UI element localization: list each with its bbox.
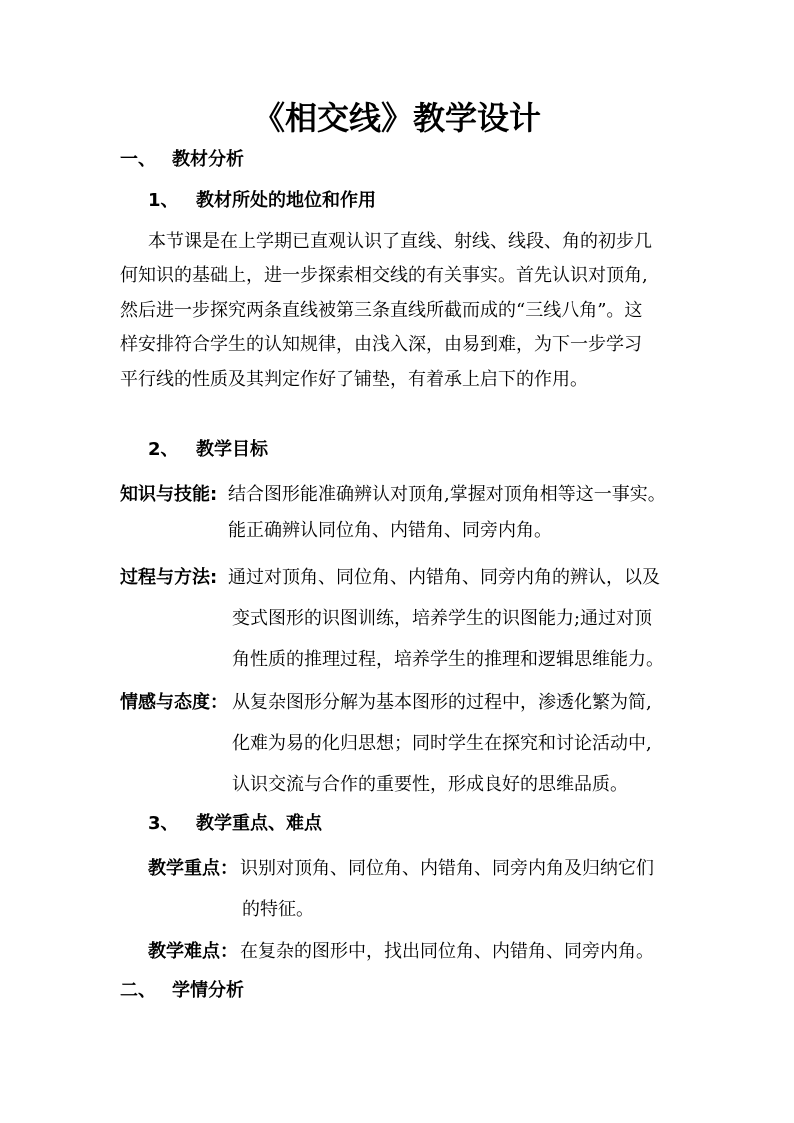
subsection-title: 教学目标	[196, 439, 268, 460]
objective-line: 认识交流与合作的重要性，形成良好的思维品质。	[232, 774, 628, 795]
key-point-line: 在复杂的图形中，找出同位角、内错角、同旁内角。	[240, 941, 654, 962]
objective-line: 变式图形的识图训练，培养学生的识图能力;通过对顶	[232, 608, 653, 629]
subsection-number: 3、	[148, 813, 179, 834]
key-point-line: 的特征。	[242, 899, 314, 920]
objective-line: 角性质的推理过程，培养学生的推理和逻辑思维能力。	[232, 649, 664, 670]
page-title: 《相交线》教学设计	[252, 99, 541, 137]
key-point-label: 教学难点：	[148, 941, 238, 962]
objective-attitude	[120, 686, 680, 796]
paragraph-line: 然后进一步探究两条直线被第三条直线所截而成的“三线八角”。这	[120, 299, 643, 321]
key-point-label: 教学重点：	[148, 858, 238, 879]
key-point-focus	[148, 852, 678, 922]
section-number: 一、	[120, 149, 156, 170]
objective-line: 结合图形能准确辨认对顶角,掌握对顶角相等这一事实。	[228, 484, 666, 505]
section-title: 学情分析	[172, 980, 244, 1001]
subsection-heading-2	[148, 438, 268, 462]
objective-label: 情感与态度：	[120, 692, 228, 713]
section-number: 二、	[120, 980, 156, 1001]
objective-line: 从复杂图形分解为基本图形的过程中，渗透化繁为简,	[232, 692, 652, 713]
objective-line: 通过对顶角、同位角、内错角、同旁内角的辨认，以及	[228, 567, 660, 588]
objective-label: 知识与技能:	[120, 484, 218, 505]
objective-process	[120, 561, 680, 671]
paragraph-line: 何知识的基础上，进一步探索相交线的有关事实。首先认识对顶角,	[120, 265, 648, 287]
objective-knowledge	[120, 478, 680, 548]
subsection-number: 2、	[148, 439, 179, 460]
objective-line: 能正确辨认同位角、内错角、同旁内角。	[228, 520, 552, 541]
subsection-heading-1	[148, 189, 376, 213]
paragraph-line: 平行线的性质及其判定作好了铺垫，有着承上启下的作用。	[120, 368, 588, 390]
subsection-number: 1、	[148, 190, 179, 211]
key-point-line: 识别对顶角、同位角、内错角、同旁内角及归纳它们	[240, 858, 654, 879]
objective-label: 过程与方法:	[120, 567, 218, 588]
intro-paragraph	[120, 225, 676, 397]
paragraph-line: 本节课是在上学期已直观认识了直线、射线、线段、角的初步几	[148, 231, 652, 252]
subsection-heading-3	[148, 812, 322, 836]
section-title: 教材分析	[172, 149, 244, 170]
section-heading-2	[120, 979, 244, 1003]
subsection-title: 教材所处的地位和作用	[196, 190, 376, 211]
subsection-title: 教学重点、难点	[196, 813, 322, 834]
key-point-difficulty	[148, 935, 678, 969]
objective-line: 化难为易的化归思想；同时学生在探究和讨论活动中,	[232, 733, 652, 754]
paragraph-line: 样安排符合学生的认知规律，由浅入深，由易到难，为下一步学习	[120, 334, 642, 356]
section-heading-1	[120, 148, 244, 172]
